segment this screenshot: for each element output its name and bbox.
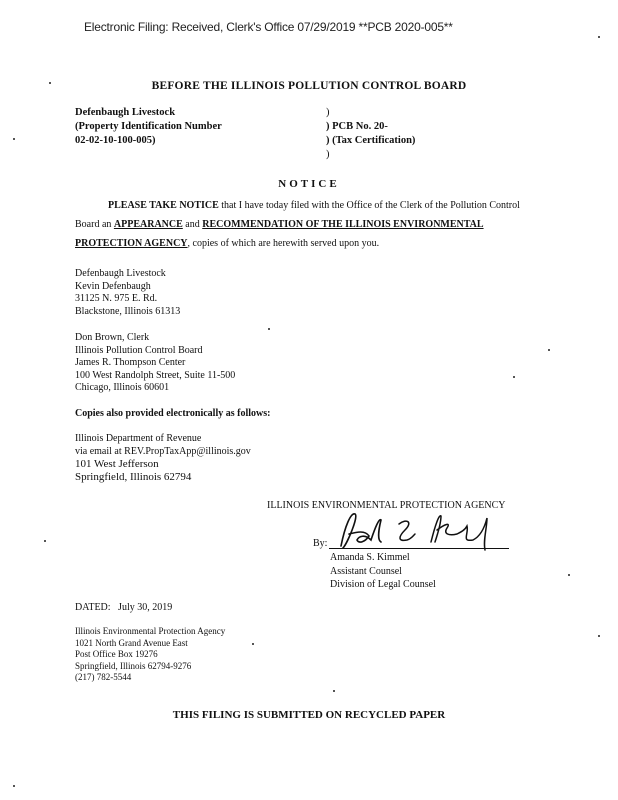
copies-label: Copies also provided electronically as follows: — [75, 408, 271, 419]
recommendation-link: RECOMMENDATION OF THE ILLINOIS ENVIRONMENTAL PROTECTION AGENCY — [75, 219, 484, 249]
address-line: James R. Thompson Center — [75, 357, 186, 368]
address-line: Kevin Defenbaugh — [75, 280, 151, 292]
filing-stamp: Electronic Filing: Received, Clerk's Office 07/29/2019 **PCB 2020-005** — [84, 20, 453, 34]
address-line: 100 West Randolph Street, Suite 11-500 — [75, 369, 236, 381]
address-line: 1021 North Grand Avenue East — [75, 637, 188, 648]
address-line: Defenbaugh Livestock — [75, 268, 166, 279]
address-line: (217) 782-5544 — [75, 672, 132, 682]
signer-title: Assistant Counsel — [330, 565, 402, 577]
agency-name: ILLINOIS ENVIRONMENTAL PROTECTION AGENCY — [267, 500, 506, 511]
address-line: 101 West Jefferson — [75, 458, 159, 470]
address-line: Chicago, Illinois 60601 — [75, 382, 170, 393]
notice-text-end: , copies of which are herewith served upon you. — [187, 238, 380, 249]
scan-speck — [49, 82, 51, 84]
scan-speck — [44, 540, 46, 542]
signer-division: Division of Legal Counsel — [330, 579, 436, 590]
address-line: Post Office Box 19276 — [75, 649, 158, 659]
scan-speck — [13, 138, 15, 140]
address-line: Illinois Environmental Protection Agency — [75, 626, 226, 636]
address-line: Springfield, Illinois 62794-9276 — [75, 660, 192, 671]
caption-line: 02-02-10-100-005) — [75, 135, 156, 146]
caption-line: (Property Identification Number — [75, 121, 222, 132]
scan-speck — [333, 690, 335, 692]
handwritten-signature — [335, 506, 495, 554]
clerk-address — [75, 332, 235, 395]
case-caption-left — [75, 106, 222, 148]
scan-speck — [598, 635, 600, 637]
petitioner-address — [75, 268, 180, 318]
address-line: Blackstone, Illinois 61313 — [75, 305, 181, 317]
board-heading: BEFORE THE ILLINOIS POLLUTION CONTROL BOARD — [151, 80, 467, 92]
tax-certification: ) (Tax Certification) — [326, 135, 416, 146]
by-label: By: — [313, 538, 328, 549]
scan-speck — [598, 36, 600, 38]
address-line: Illinois Department of Revenue — [75, 433, 202, 444]
signer-name: Amanda S. Kimmel — [330, 552, 410, 563]
caption-paren: ) — [326, 149, 330, 160]
signer-block — [330, 551, 436, 592]
case-caption-right — [326, 106, 415, 162]
notice-paragraph — [75, 196, 535, 253]
notice-lead: PLEASE TAKE NOTICE — [108, 200, 219, 211]
scan-speck — [13, 785, 15, 787]
notice-and: and — [182, 219, 203, 230]
caption-line: Defenbaugh Livestock — [75, 107, 176, 118]
dated-line: DATED: July 30, 2019 — [75, 602, 173, 613]
revenue-address — [75, 433, 251, 483]
recycled-paper-note: THIS FILING IS SUBMITTED ON RECYCLED PAPER — [172, 709, 446, 721]
address-line: Springfield, Illinois 62794 — [75, 470, 192, 483]
scan-speck — [252, 643, 254, 645]
scan-speck — [513, 376, 515, 378]
address-line: via email at REV.PropTaxApp@illinois.gov — [75, 445, 251, 457]
scan-speck — [548, 349, 550, 351]
address-line: Don Brown, Clerk — [75, 332, 150, 343]
address-line: 31125 N. 975 E. Rd. — [75, 293, 158, 304]
address-line: Illinois Pollution Control Board — [75, 344, 203, 356]
signature-line — [329, 548, 509, 549]
notice-text: that I have today filed with the Office of the Clerk of the Pollution Control Board an — [75, 200, 520, 230]
caption-paren: ) — [326, 107, 330, 118]
agency-address — [75, 626, 225, 684]
notice-title: NOTICE — [278, 178, 340, 190]
appearance-link: APPEARANCE — [113, 219, 183, 230]
scan-speck — [568, 574, 570, 576]
pcb-number: ) PCB No. 20- — [326, 121, 388, 132]
scan-speck — [268, 328, 270, 330]
